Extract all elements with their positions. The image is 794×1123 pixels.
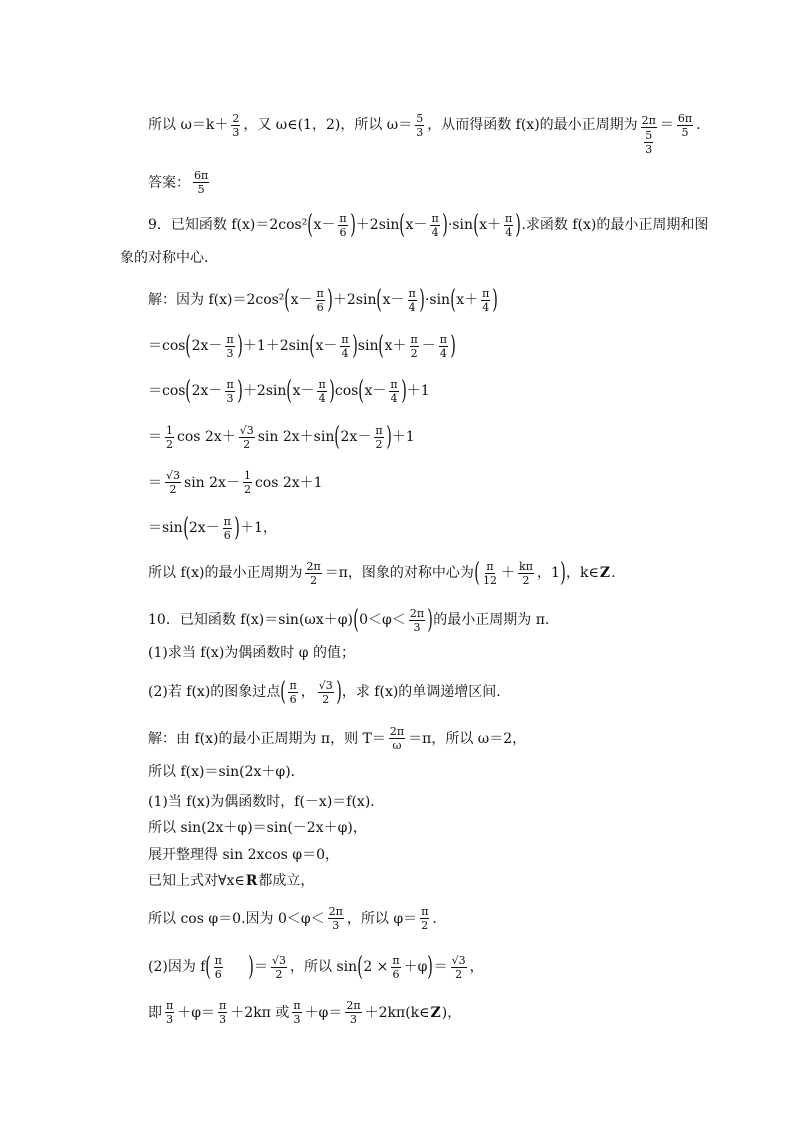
- denominator: 2: [455, 967, 463, 981]
- text: ＋2sin: [332, 292, 377, 308]
- numerator: π: [339, 211, 347, 225]
- text: 象的对称中心．: [120, 250, 218, 266]
- text: 9．已知函数 f(x)＝2cos²: [148, 217, 308, 233]
- numerator: 2π: [389, 725, 405, 738]
- solution-10-part1: [148, 792, 384, 812]
- text: ，又 ω∈(1，2)，所以 ω＝: [243, 117, 413, 133]
- text: ＝π，图象的对称中心为: [324, 565, 474, 581]
- right-paren: ): [335, 677, 342, 707]
- fraction: [239, 425, 255, 450]
- fraction: [218, 1000, 227, 1025]
- text: (2)因为 f: [148, 959, 206, 975]
- fraction: [391, 955, 400, 980]
- answer-line: [148, 170, 211, 195]
- question-10-part1: [148, 643, 355, 663]
- text: ＝: [148, 474, 162, 491]
- left-paren: (: [286, 376, 293, 406]
- numerator: π: [293, 999, 301, 1012]
- fraction: [231, 113, 240, 138]
- numerator: π: [289, 678, 297, 692]
- text: 0＜φ＜: [359, 612, 406, 628]
- left-paren: (: [473, 210, 479, 240]
- denominator: 2: [522, 573, 530, 587]
- text: sin 2x＋sin: [257, 429, 335, 445]
- solution-9-step2: [148, 378, 430, 404]
- fraction: [410, 334, 419, 359]
- text: 解：由 f(x)的最小正周期为 π，则 T＝: [148, 730, 386, 747]
- text: 2x－: [188, 520, 220, 536]
- numerator: π: [318, 377, 326, 391]
- fraction: [415, 113, 424, 138]
- numerator: 2π: [306, 559, 321, 573]
- left-paren: (: [353, 605, 359, 635]
- fraction: [225, 379, 234, 404]
- numerator: π: [341, 332, 349, 346]
- solution-9-step3: [148, 424, 415, 450]
- numerator: π: [214, 953, 222, 967]
- numerator: 2π: [409, 606, 425, 620]
- numerator: √3: [318, 678, 333, 692]
- denominator: 2: [375, 437, 383, 451]
- fraction: [316, 288, 325, 313]
- denominator: 3: [416, 125, 424, 139]
- fraction: [482, 561, 498, 586]
- text: ＋1: [391, 429, 415, 445]
- numerator: 2π: [346, 999, 361, 1012]
- text: x－: [315, 338, 338, 354]
- left-paren: (: [450, 285, 456, 315]
- text: x－: [313, 217, 336, 233]
- fraction: [305, 561, 321, 586]
- text: 的最小正周期为 π.: [433, 612, 550, 628]
- text: x＋: [384, 338, 407, 354]
- text: 展开整理得 sin 2xcos φ＝0，: [148, 847, 339, 863]
- denominator: 2: [410, 346, 418, 360]
- right-paren: ): [419, 285, 425, 315]
- line-omega-period: [148, 105, 701, 156]
- numerator: π: [166, 999, 174, 1012]
- text: ＋2sin: [355, 217, 400, 233]
- numerator: 2: [232, 111, 240, 125]
- right-paren: ): [329, 376, 335, 406]
- text: －: [421, 338, 436, 354]
- text: ＋1: [406, 383, 430, 399]
- denominator: 5: [197, 183, 205, 196]
- text: x＋: [479, 217, 502, 233]
- text: 所以 f(x)的最小正周期为: [148, 565, 303, 581]
- denominator: 6: [392, 967, 400, 981]
- right-paren: ): [327, 285, 333, 315]
- numerator: π: [410, 332, 418, 346]
- text: ＋1，: [240, 520, 277, 536]
- text: 已知上式对∀x∈: [148, 873, 245, 889]
- numerator: π: [505, 211, 513, 225]
- text: 所以 f(x)＝sin(2x＋φ)．: [148, 764, 305, 780]
- right-paren: ): [236, 376, 243, 406]
- right-paren: ): [427, 952, 434, 982]
- fraction: [345, 1000, 361, 1025]
- inner-denominator: 3: [645, 143, 653, 156]
- text: ＝sin: [148, 520, 183, 536]
- numerator: √3: [272, 953, 287, 967]
- fraction: [481, 288, 490, 313]
- text: cos: [334, 383, 359, 399]
- denominator: 3: [232, 125, 240, 139]
- solution-10-line: [148, 845, 339, 865]
- text: ＋φ: [403, 959, 428, 975]
- solution-10-part1-answer: [148, 906, 437, 931]
- text: 都成立，: [258, 873, 315, 889]
- solution-9-step5: [148, 515, 277, 541]
- text: .求函数 f(x)的最小正周期和图: [521, 217, 709, 233]
- denominator: 3: [226, 391, 234, 405]
- answer-fraction: [193, 170, 209, 195]
- text: 2x－: [191, 383, 223, 399]
- numerator: 5: [416, 111, 424, 125]
- right-paren: ): [234, 513, 240, 543]
- text: ＋2sin: [242, 383, 287, 399]
- denominator: 2: [166, 437, 173, 451]
- fraction: [677, 113, 693, 138]
- numerator: 1: [243, 469, 251, 482]
- left-paren: (: [284, 285, 291, 315]
- left-paren: (: [376, 285, 383, 315]
- numerator: 2π: [641, 114, 656, 127]
- denominator: 2: [310, 573, 318, 587]
- left-paren: (: [474, 558, 480, 588]
- text: sin 2x－: [184, 474, 240, 491]
- numerator: 2π: [328, 905, 343, 918]
- right-paren: ): [236, 331, 243, 361]
- denominator: 6: [289, 692, 297, 706]
- numerator: 1: [166, 423, 173, 437]
- text: (2)若 f(x)的图象过点: [148, 684, 281, 700]
- question-10-part2: [148, 679, 510, 705]
- text: x－: [290, 292, 313, 308]
- denominator: 4: [505, 225, 513, 239]
- set-symbol-z: Z: [599, 565, 611, 581]
- text: ＋2kπ 或: [230, 1004, 290, 1021]
- right-paren: ): [427, 605, 433, 635]
- fraction: [389, 379, 398, 404]
- question-9-cont: [120, 248, 218, 268]
- text: ＝: [433, 959, 448, 975]
- text: ，所以 sin: [290, 959, 358, 975]
- denominator: 4: [408, 300, 416, 314]
- text: (1)当 f(x)为偶函数时，f(－x)＝f(x)．: [148, 794, 385, 810]
- text: ，k∈: [566, 565, 599, 581]
- text: )，: [441, 1004, 462, 1021]
- text: ＋φ＝: [304, 1004, 343, 1021]
- fraction: [318, 680, 334, 705]
- text: ，所以 φ＝: [346, 910, 418, 927]
- right-paren: ): [450, 331, 456, 361]
- right-paren: ): [400, 376, 407, 406]
- answer-label: 答案：: [148, 174, 190, 191]
- denominator: 2: [169, 483, 177, 496]
- text: ＋2kπ(k∈: [364, 1004, 430, 1021]
- solution-9-start: [148, 287, 498, 313]
- question-10: [148, 607, 549, 633]
- solution-10-line: [148, 762, 305, 782]
- text: 10．已知函数 f(x)＝sin(ωx＋φ): [148, 612, 353, 628]
- solution-10-line: [148, 871, 314, 891]
- text: ，: [469, 959, 484, 975]
- numerator: π: [223, 514, 231, 528]
- text: 2 ×: [363, 959, 389, 975]
- text: x－: [382, 292, 405, 308]
- fraction: [317, 379, 326, 404]
- left-paren: (: [185, 331, 192, 361]
- text: (1)求当 f(x)为偶函数时 φ 的值；: [148, 645, 355, 661]
- fraction: [439, 334, 448, 359]
- numerator: √3: [166, 469, 181, 482]
- numerator: 6π: [194, 169, 209, 182]
- text: sin: [357, 338, 379, 354]
- set-symbol-r: R: [245, 873, 258, 889]
- left-paren: (: [307, 210, 314, 240]
- denominator: 2: [322, 692, 330, 706]
- right-paren: ): [385, 422, 392, 452]
- text: ·sin: [424, 292, 451, 308]
- text: ，1: [536, 565, 560, 581]
- text: 2x－: [191, 338, 223, 354]
- denominator: 2: [243, 437, 251, 451]
- denominator: 5: [681, 125, 689, 139]
- text: cos 2x＋1: [254, 474, 323, 491]
- text: ，: [300, 684, 315, 700]
- text: 2x－: [340, 429, 372, 445]
- fraction: [225, 334, 234, 359]
- fraction: [430, 213, 439, 238]
- text: x－: [292, 383, 315, 399]
- fraction: [504, 213, 513, 238]
- text: ，求 f(x)的单调递增区间．: [341, 684, 511, 700]
- numerator: π: [219, 999, 227, 1012]
- solution-10-start: [148, 726, 526, 751]
- denominator: [643, 128, 654, 155]
- denominator: 2: [275, 967, 283, 981]
- left-paren: (: [182, 513, 189, 543]
- text: ＋: [501, 565, 516, 581]
- solution-9-conclusion: [148, 560, 616, 586]
- fraction: [340, 334, 349, 359]
- text: ＝: [148, 429, 162, 445]
- left-paren: (: [378, 331, 385, 361]
- fraction: [328, 906, 344, 931]
- fraction: [338, 213, 347, 238]
- text: ＝cos: [148, 338, 186, 354]
- fraction: [243, 470, 252, 495]
- fraction: [389, 726, 405, 751]
- numerator: π: [226, 332, 234, 346]
- denominator: 3: [413, 620, 421, 634]
- text: ·sin: [447, 217, 473, 233]
- fraction: [223, 516, 232, 541]
- left-paren: (: [334, 422, 341, 452]
- denominator: 6: [316, 300, 324, 314]
- text: ＋1＋2sin: [242, 338, 310, 354]
- text: 所以 cos φ＝0.因为 0＜φ＜: [148, 910, 325, 927]
- question-9: [148, 212, 708, 238]
- denominator: 12: [483, 573, 498, 587]
- numerator: √3: [239, 423, 254, 437]
- solution-9-step4: [148, 470, 323, 495]
- denominator: 3: [349, 1013, 357, 1026]
- denominator: 2: [421, 919, 429, 932]
- numerator: kπ: [519, 559, 533, 573]
- denominator: 4: [341, 346, 349, 360]
- fraction: [420, 906, 429, 931]
- denominator: 6: [214, 967, 222, 981]
- text: 即: [148, 1004, 162, 1021]
- text: ＝π，所以 ω＝2，: [408, 730, 527, 747]
- numerator: π: [482, 286, 490, 300]
- left-paren: (: [205, 952, 212, 982]
- left-paren: (: [309, 331, 316, 361]
- denominator: ω: [392, 739, 402, 752]
- right-paren: ): [248, 952, 254, 982]
- text: .: [611, 565, 616, 581]
- numerator: π: [392, 953, 400, 967]
- numerator: 6π: [677, 111, 693, 125]
- text: ＝cos: [148, 383, 186, 399]
- solution-10-part2-cont: [148, 1000, 461, 1025]
- compound-fraction: [641, 115, 657, 155]
- left-paren: (: [399, 210, 406, 240]
- denominator: 4: [482, 300, 490, 314]
- numerator: π: [390, 377, 398, 391]
- fraction: [409, 608, 425, 633]
- denominator: 4: [390, 391, 398, 405]
- left-paren: (: [185, 376, 192, 406]
- numerator: π: [316, 286, 324, 300]
- denominator: 6: [339, 225, 347, 239]
- right-paren: ): [492, 285, 499, 315]
- denominator: 4: [439, 346, 447, 360]
- numerator: π: [431, 211, 439, 225]
- denominator: 4: [318, 391, 326, 405]
- text: x－: [405, 217, 428, 233]
- fraction: [288, 680, 297, 705]
- text: ＋φ＝: [177, 1004, 216, 1021]
- left-paren: (: [358, 376, 365, 406]
- right-paren: ): [515, 210, 522, 240]
- text: 所以 sin(2x＋φ)＝sin(－2x＋φ)，: [148, 820, 367, 836]
- numerator: π: [375, 423, 383, 437]
- denominator: 4: [431, 225, 439, 239]
- text: ，从而得函数 f(x)的最小正周期为: [427, 117, 638, 133]
- fraction: [165, 1000, 174, 1025]
- numerator: π: [486, 559, 494, 573]
- denominator: 3: [219, 1013, 227, 1026]
- numerator: √3: [451, 953, 466, 967]
- right-paren: ): [349, 210, 356, 240]
- denominator: 3: [332, 919, 340, 932]
- fraction: [165, 470, 181, 495]
- solution-10-part2: [148, 954, 484, 980]
- fraction: [451, 955, 467, 980]
- text: x－: [364, 383, 387, 399]
- right-paren: ): [560, 558, 566, 588]
- solution-10-line: [148, 818, 367, 838]
- fraction: [374, 425, 383, 450]
- set-symbol-z: Z: [430, 1004, 441, 1021]
- fraction: [408, 288, 417, 313]
- numerator: π: [439, 332, 447, 346]
- fraction: [165, 425, 174, 450]
- denominator: 2: [243, 483, 251, 496]
- fraction: [292, 1000, 301, 1025]
- inner-numerator: 5: [645, 129, 653, 142]
- solution-9-step1: [148, 333, 455, 359]
- denominator: 6: [223, 528, 231, 542]
- text: .: [432, 910, 437, 927]
- numerator: π: [226, 377, 234, 391]
- text: x＋: [456, 292, 479, 308]
- text: ＝: [659, 117, 674, 133]
- right-paren: ): [351, 331, 358, 361]
- text: 解：因为 f(x)＝2cos²: [148, 292, 285, 308]
- denominator: 3: [166, 1013, 174, 1026]
- numerator: π: [408, 286, 416, 300]
- denominator: 3: [293, 1013, 301, 1026]
- fraction: [518, 561, 534, 586]
- text: ＝: [254, 959, 269, 975]
- left-paren: (: [357, 952, 364, 982]
- numerator: π: [421, 905, 429, 918]
- text: cos 2x＋: [177, 429, 236, 445]
- fraction: [271, 955, 287, 980]
- text: 所以 ω＝k＋: [148, 117, 229, 133]
- text: .: [696, 117, 701, 133]
- denominator: 3: [226, 346, 234, 360]
- right-paren: ): [441, 210, 448, 240]
- fraction: [214, 955, 223, 980]
- left-paren: (: [280, 677, 287, 707]
